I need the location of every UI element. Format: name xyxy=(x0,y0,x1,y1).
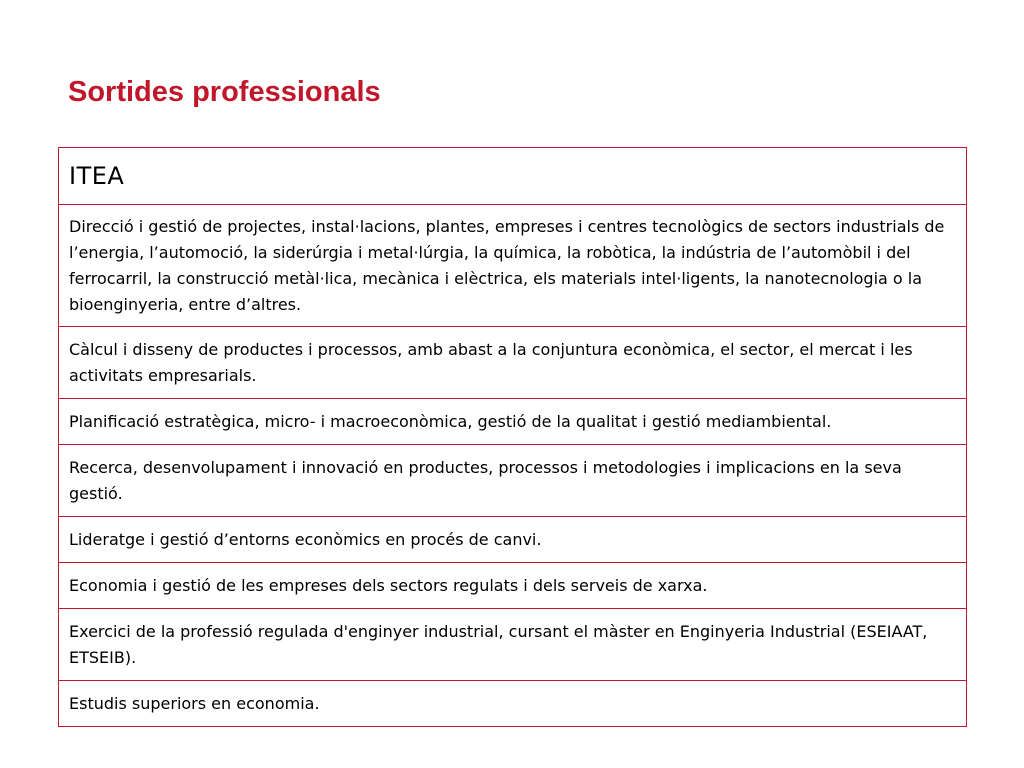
table-row xyxy=(59,609,966,681)
table-row xyxy=(59,205,966,327)
table-cell: Exercici de la professió regulada d'enginyer industrial, cursant el màster en Enginyeria Industrial (ESEIAAT, ETSEIB). xyxy=(69,621,928,667)
table-cell: Economia i gestió de les empreses dels sectors regulats i dels serveis de xarxa. xyxy=(69,575,708,595)
career-table xyxy=(58,147,967,727)
table-cell: Planificació estratègica, micro- i macroeconòmica, gestió de la qualitat i gestió mediambiental. xyxy=(69,411,832,431)
page-title: Sortides professionals xyxy=(68,76,381,108)
table-cell: Lideratge i gestió d’entorns econòmics en procés de canvi. xyxy=(69,529,542,549)
table-row xyxy=(59,563,966,609)
table-header xyxy=(59,148,966,205)
table-cell: Direcció i gestió de projectes, instal·lacions, plantes, empreses i centres tecnològics de sectors industrials de l’energia, l’automoció, la siderúrgia i metal·lúrgia, la química, la robòtica, la indústria de l’automòbil i del ferrocarril, la construcció metàl·lica, mecànica i elèctrica, els materials intel·ligents, la nanotecnologia o la bioenginyeria, entre d’altres. xyxy=(69,216,945,314)
table-cell: Estudis superiors en economia. xyxy=(69,693,320,713)
table-header-label: ITEA xyxy=(69,162,125,190)
table-row xyxy=(59,681,966,727)
table-row xyxy=(59,327,966,399)
table-cell: Càlcul i disseny de productes i processos, amb abast a la conjuntura econòmica, el sector, el mercat i les activitats empresarials. xyxy=(69,339,913,385)
table-row xyxy=(59,517,966,563)
table-cell: Recerca, desenvolupament i innovació en productes, processos i metodologies i implicacions en la seva gestió. xyxy=(69,457,902,503)
table-row xyxy=(59,399,966,445)
table-row xyxy=(59,445,966,517)
